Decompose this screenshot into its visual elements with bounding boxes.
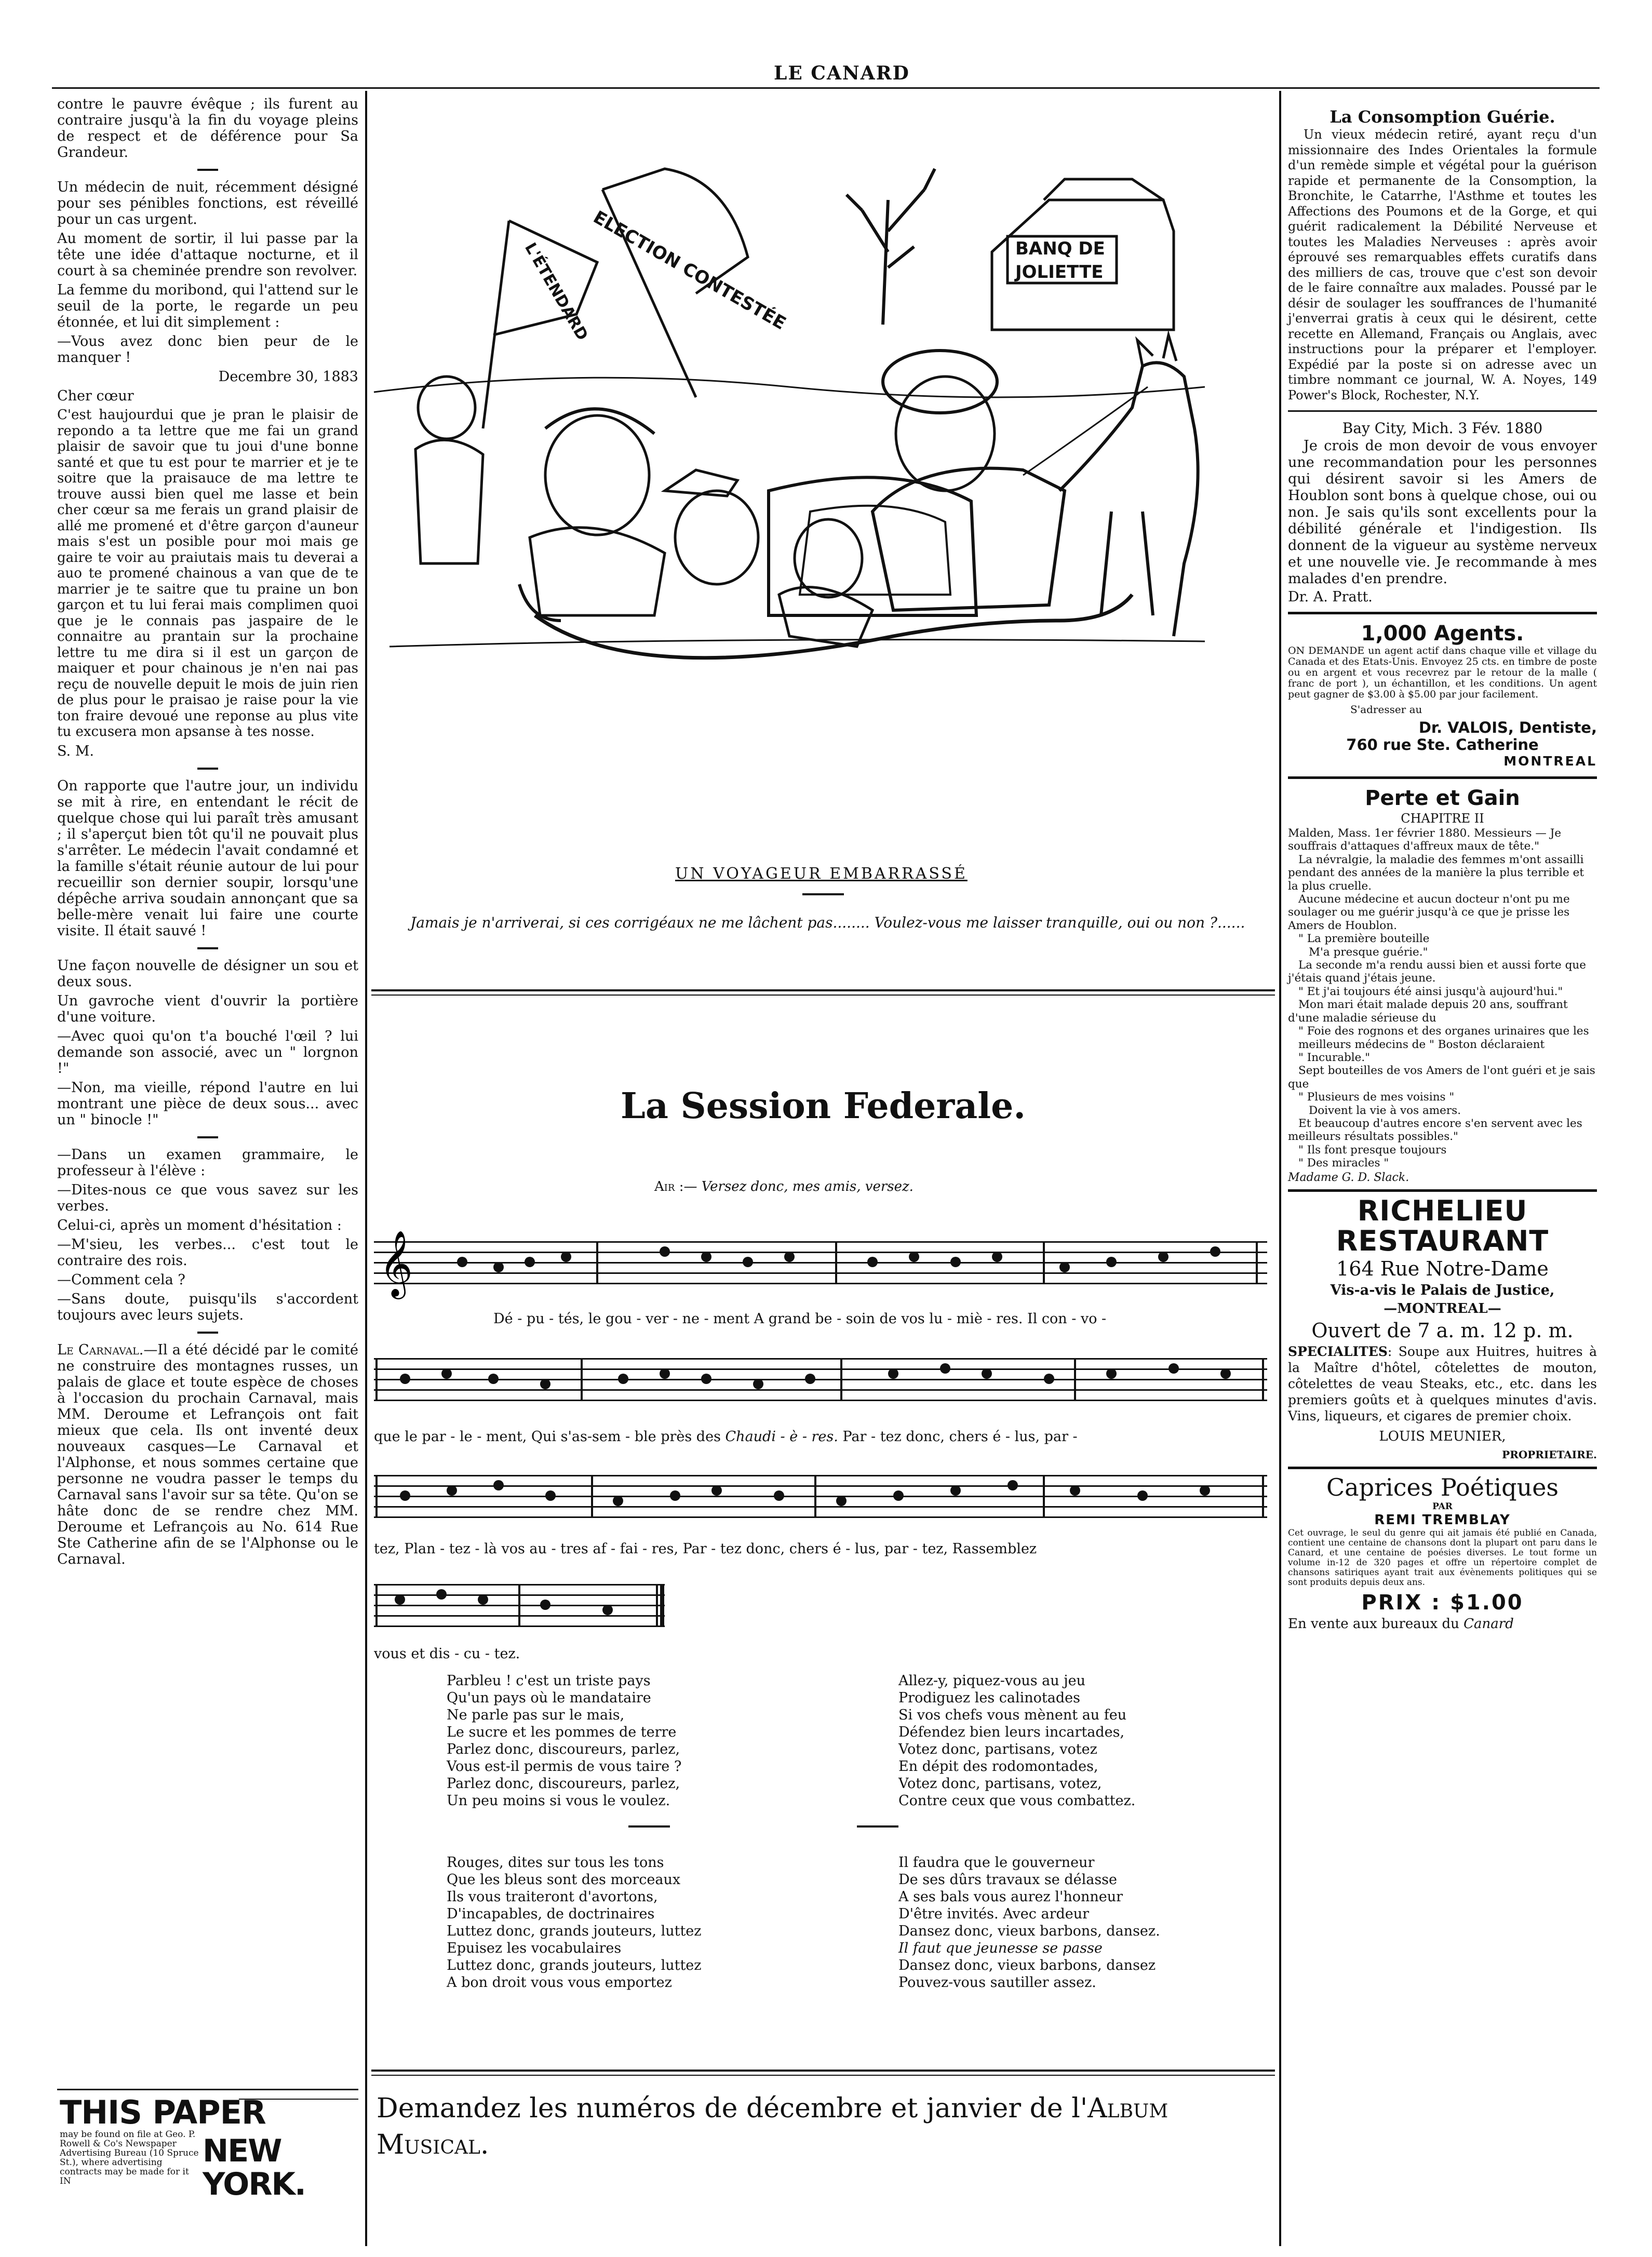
song-lyric-2: [374, 1429, 1267, 1445]
separator-rule: [1288, 410, 1597, 412]
left-para-1: contre le pauvre évêque ; ils furent au contraire jusqu'à la fin du voyage pleins de respect et de déférence pour Sa Grandeur.: [57, 96, 358, 160]
letter-sign: S. M.: [57, 743, 94, 759]
verse-line: Que les bleus sont des morceaux: [447, 1872, 681, 1888]
verse-line: D'incapables, de doctrinaires: [447, 1906, 655, 1922]
richelieu-spec-lead: SPECIALITES: [1288, 1344, 1388, 1359]
verse-line: Pouvez-vous sautiller assez.: [898, 1974, 1096, 1991]
verse-line: Il faut que jeunesse se passe: [898, 1940, 1103, 1956]
separator-dash: [197, 947, 218, 949]
ad-small-text: may be found on file at Geo. P. Rowell & Co's Newspaper Advertising Bureau (10 Spruce St.), where advertising contracts may be made for it IN: [60, 2129, 199, 2186]
agents-addr: S'adresser au: [1350, 703, 1422, 716]
verse-line: Parlez donc, discoureurs, parlez,: [447, 1776, 680, 1792]
right-column-divider: [1279, 91, 1281, 2246]
left-para-3: Au moment de sortir, il lui passe par la tête une idée d'attaque nocturne, et il court à sa cheminée prendre son revolver.: [57, 231, 358, 279]
left-para-16: —Sans doute, puisqu'ils s'accordent toujours avec leurs sujets.: [57, 1291, 358, 1323]
left-para-14: —M'sieu, les verbes... c'est tout le contraire des rois.: [57, 1236, 358, 1269]
staff-2-notes: [374, 1348, 1267, 1415]
verse-line: Le sucre et les pommes de terre: [447, 1724, 677, 1740]
lyric-2c: Par - tez donc, chers é - lus, par -: [838, 1429, 1078, 1445]
perte-line: " Des miracles ": [1298, 1157, 1389, 1170]
cartoon-illustration: [374, 96, 1272, 870]
lyric-2b: Chaudi - è - res.: [725, 1429, 838, 1445]
ad-small-text-right: [239, 2099, 358, 2131]
separator-rule: [1288, 612, 1597, 614]
caprices-price: PRIX : $1.00: [1361, 1590, 1524, 1615]
left-para-7: Une façon nouvelle de désigner un sou et deux sous.: [57, 957, 358, 990]
agents-name: Dr. VALOIS, Dentiste,: [1418, 719, 1597, 736]
perte-line: " Et j'ai toujours été ainsi jusqu'à aujourd'hui.": [1298, 985, 1563, 998]
perte-line: " Ils font presque toujours: [1298, 1143, 1447, 1157]
verse-3: [447, 1854, 702, 1991]
richelieu-hours: Ouvert de 7 a. m. 12 p. m.: [1311, 1319, 1574, 1342]
verse-line: Vous est-il permis de vous taire ?: [447, 1758, 682, 1775]
verse-line: De ses dûrs travaux se délasse: [898, 1872, 1118, 1888]
perte-line: Mon mari était malade depuis 20 ans, souffrant d'une maladie sérieuse du: [1288, 998, 1568, 1025]
song-title: La Session Federale.: [621, 1085, 1026, 1127]
carnaval-text: —Il a été décidé par le comité ne construire des montagnes russes, un palais de glace et toute espèce de choses à l'occasion du prochain Carnaval, mais MM. Deroume et Lefrançois ont fait mieux que cela. Ils ont inventé deux nouveaux casques—Le Carnaval et l'Alphonse, et nous sommes certaine que personne ne voudra passer le temps du Carnaval sans l'avoir sur sa tête. Qu'on se hâte donc de se rendre chez MM. Deroume et Lefrançois au No. 614 Rue Ste Catherine afin de se l'Alphonse ou le Carnaval.: [57, 1341, 358, 1567]
left-para-11: —Dans un examen grammaire, le professeur à l'élève :: [57, 1146, 358, 1179]
separator-dash: [197, 169, 218, 171]
verse-line: Luttez donc, grands jouteurs, luttez: [447, 1923, 702, 1939]
verse-dash: [857, 1825, 898, 1828]
perte-line: " La première bouteille: [1298, 932, 1430, 946]
bay-city-body: Je crois de mon devoir de vous envoyer une recommandation pour les personnes qui désirent savoir si les Amers de Houblon sont bons à quelque chose, oui ou non. Je sais qu'ils sont excellents pour la débilité générale et l'indigestion. Ils donnent de la vigueur au système nerveux et une nouvelle vie. Je recommande à mes malades d'en prendre.: [1288, 438, 1597, 587]
perte-line: " Foie des rognons et des organes urinaires que les meilleurs médecins de " Boston déclaraient: [1298, 1025, 1589, 1051]
lyric-2a: que le par - le - ment, Qui s'as-sem - ble près des: [374, 1429, 721, 1445]
verse-line: Dansez donc, vieux barbons, dansez.: [898, 1923, 1160, 1939]
verse-1: [447, 1672, 681, 1809]
banner-text: ELECTION CONTESTÉE: [589, 207, 790, 334]
perte-sign: Madame G. D. Slack.: [1288, 1171, 1409, 1184]
verse-line: Qu'un pays où le mandataire: [447, 1690, 651, 1706]
air-name: — Versez donc, mes amis, versez.: [683, 1179, 914, 1194]
music-staff-3: [374, 1475, 1267, 1522]
left-para-8: Un gavroche vient d'ouvrir la portière d'une voiture.: [57, 992, 358, 1025]
agents-body: ON DEMANDE un agent actif dans chaque ville et village du Canada et des Etats-Unis. Envoyez 25 cts. en timbre de poste ou en argent et vous recevrez par le retour de la malle ( franc de port ), un échantillon, et les conditions. Un agent peut gagner de $3.00 à $5.00 par jour facilement.: [1288, 645, 1597, 700]
perte-line: Malden, Mass. 1er février 1880. Messieurs — Je souffrais d'attaques d'affreux maux de tête.": [1288, 827, 1562, 853]
separator-rule: [1288, 1189, 1597, 1192]
left-para-5: —Vous avez donc bien peur de le manquer !: [57, 333, 358, 366]
left-para-9: —Avec quoi qu'on t'a bouché l'œil ? lui demande son associé, avec un " lorgnon !": [57, 1028, 358, 1077]
song-lyric-1: Dé - pu - tés, le gou - ver - ne - ment A grand be - soin de vos lu - miè - res. Il con - vo -: [493, 1311, 1107, 1327]
music-staff-2: [374, 1358, 1267, 1405]
cartoon-svg: [374, 96, 1272, 870]
verse-line: A bon droit vous vous emportez: [447, 1974, 672, 1991]
verse-line: D'être invités. Avec ardeur: [898, 1906, 1090, 1922]
richelieu-spec-text: : Soupe aux Huitres, huitres à la Maître d'hôtel, côtelettes de mouton, côtelettes de veau Steaks, etc., etc. dans les premiers goûts et à quelques minutes d'avis. Vins, liqueurs, et cigares de premier choix.: [1288, 1344, 1597, 1423]
ad-big-1: THIS PAPER: [60, 2093, 266, 2131]
verse-line: Un peu moins si vous le voulez.: [447, 1793, 670, 1809]
verse-line: Allez-y, piquez-vous au jeu: [898, 1673, 1085, 1689]
cartoon-bottom-rule-2: [371, 995, 1275, 996]
masthead-rule: [52, 87, 1600, 89]
verse-line: En dépit des rodomontades,: [898, 1758, 1098, 1775]
verse-line: Contre ceux que vous combattez.: [898, 1793, 1136, 1809]
left-para-13: Celui-ci, après un moment d'hésitation :: [57, 1217, 342, 1233]
letter-date: Decembre 30, 1883: [218, 369, 358, 385]
caprices-sale-italic: Canard: [1463, 1616, 1514, 1632]
verse-4: [898, 1854, 1160, 1991]
ad-top-rule: [57, 2089, 358, 2090]
album-ad-title: Album Musical.: [377, 2093, 1169, 2160]
verse-dash: [628, 1825, 670, 1828]
verse-line: Défendez bien leurs incartades,: [898, 1724, 1125, 1740]
ad-big-2: NEW YORK.: [203, 2133, 305, 2202]
verse-line: Votez donc, partisans, votez,: [898, 1776, 1102, 1792]
album-ad: [377, 2090, 1270, 2163]
left-column: [57, 96, 358, 1570]
staff-4-notes: [374, 1574, 665, 1641]
masthead: LE CANARD: [774, 62, 910, 84]
caprices-author: REMI TREMBLAY: [1374, 1512, 1511, 1528]
left-para-6: On rapporte que l'autre jour, un individu se mit à rire, en entendant le récit de quelque chose qui lui paraît très amusant ; il s'aperçut bien tôt qu'il ne pouvait plus s'arrêter. Le médecin l'avait condamné et la famille s'était réunie autour de lui pour recueillir son dernier soupir, lorsqu'une dépêche arriva soudain annonçant que sa belle-mère venait lui faire une courte visite. Il était sauvé !: [57, 777, 358, 939]
separator-rule: [1288, 1467, 1597, 1469]
richelieu-name-1: RICHELIEU: [1357, 1194, 1528, 1227]
left-para-10: —Non, ma vieille, répond l'autre en lui montrant une pièce de deux sous... avec un " binocle !": [57, 1079, 358, 1128]
perte-body: [1288, 827, 1597, 1170]
agents-street: 760 rue Ste. Catherine: [1346, 736, 1539, 754]
perte-line: Aucune médecine et aucun docteur n'ont pu me soulager ou me guérir jusqu'à ce que je prisse les Amers de Houblon.: [1288, 893, 1570, 932]
perte-line: " Incurable.": [1298, 1051, 1371, 1064]
air-label: Air :: [654, 1179, 684, 1194]
agents-city: MONTREAL: [1503, 754, 1597, 769]
music-staff-4: [374, 1584, 665, 1631]
bay-city-date: Bay City, Mich. 3 Fév. 1880: [1342, 420, 1543, 437]
verse-line: Parlez donc, discoureurs, parlez,: [447, 1741, 680, 1757]
richelieu-vis: Vis-a-vis le Palais de Justice,: [1330, 1282, 1555, 1298]
right-column: [1288, 106, 1597, 1632]
verse-line: A ses bals vous aurez l'honneur: [898, 1889, 1123, 1905]
verse-line: Parbleu ! c'est un triste pays: [447, 1673, 651, 1689]
richelieu-owner: LOUIS MEUNIER,: [1379, 1428, 1506, 1444]
song-lyric-3: tez, Plan - tez - là vos au - tres af - fai - res, Par - tez donc, chers é - lus, par - tez, Rassemblez: [374, 1541, 1037, 1557]
staff-3-notes: [374, 1465, 1267, 1532]
flag-text: L'ÉTENDARD: [521, 239, 592, 344]
perte-line: La seconde m'a rendu aussi bien et aussi forte que j'étais quand j'étais jeune.: [1288, 959, 1586, 985]
album-ad-text: Demandez les numéros de décembre et janvier de l': [377, 2093, 1088, 2124]
music-staff-1: [374, 1230, 1267, 1296]
richelieu-city: —MONTREAL—: [1384, 1300, 1501, 1316]
bank-sign-1: BANQ DE: [1015, 238, 1105, 259]
verse-line: Si vos chefs vous mènent au feu: [898, 1707, 1127, 1723]
left-para-4: La femme du moribond, qui l'attend sur le seuil de la porte, le regarde un peu étonnée, et lui dit simplement :: [57, 282, 358, 330]
album-top-rule-2: [371, 2075, 1275, 2076]
richelieu-name-2: RESTAURANT: [1336, 1224, 1549, 1257]
perte-line: Et beaucoup d'autres encore s'en servent avec les meilleurs résultats possibles.": [1288, 1117, 1582, 1144]
song-lyric-4: vous et dis - cu - tez.: [374, 1646, 520, 1662]
verse-line: Rouges, dites sur tous les tons: [447, 1855, 664, 1871]
left-para-2: Un médecin de nuit, récemment désigné pour ses pénibles fonctions, est réveillé pour un cas urgent.: [57, 179, 358, 227]
consomption-body: Un vieux médecin retiré, ayant reçu d'un missionnaire des Indes Orientales la formule d'un remède simple et végétal pour la guérison rapide et permanente de la Consomption, la Bronchite, le Catarrhe, l'Asthme et toutes les Affections des Poumons et de la Gorge, et qui guérit radicalement la Débilité Nerveuse et toutes les Maladies Nerveuses : après avoir éprouvé ses remarquables effets curatifs dans des milliers de cas, trouve que c'est son devoir de le faire connaître aux malades. Poussé par le désir de soulager les souffrances de l'humanité j'enverrai gratis à ceux qui le désirent, cette recette en Allemand, Français ou Anglais, avec instructions pour la préparer et l'employer. Expédié par la poste si on adresse avec un timbre nommant ce journal, W. A. Noyes, 149 Power's Block, Rochester, N.Y.: [1288, 127, 1597, 402]
letter-body: C'est haujourdui que je pran le plaisir de repondo a ta lettre que me fai un grand plaisir de savoir que tu joui d'une bonne santé et que tu est pour te marrier et je te soitre que la praisauce de ma lettre te trouve aussi bien quel me lasse et bein cher cœur sa me ferais un grand plaisir de allé me promené et d'être garçon d'auneur mais s'est un posible pour moi mais ge gaire te voir au praiutais mais tu deverai a auo te promené chainous a van que de te marrier je te saitre que tu praine un bon garçon et tu lui ferai mais complimen quoi que je le connais pas jaspaire de le connaitre au prantain sur la prochaine lettre tu me dira si il est un garçon de maiquer et pour chainous je n'en nai pas reçu de nouvelle depuit le mois de juin rien de plus pour le praisao je raise pour la vie ton fraire devoué une reponse au plus vite tu excusera mon apsanse à tes nosse.: [57, 407, 358, 740]
verse-line: Luttez donc, grands jouteurs, luttez: [447, 1957, 702, 1973]
caprices-sale: [1288, 1616, 1597, 1632]
letter-salute: Cher cœur: [57, 388, 134, 404]
separator-dash: [197, 768, 218, 770]
bay-city-sign: Dr. A. Pratt.: [1288, 589, 1373, 605]
album-top-rule-1: [371, 2070, 1275, 2072]
treble-clef-icon: 𝄞: [379, 1230, 413, 1296]
separator-rule: [1288, 776, 1597, 779]
verse-line: Votez donc, partisans, votez: [898, 1741, 1097, 1757]
left-column-divider: [365, 91, 367, 2246]
separator-dash: [197, 1332, 218, 1334]
caprices-par: PAR: [1432, 1501, 1453, 1512]
cartoon-quote: Jamais je n'arriverai, si ces corrigéaux ne me lâchent pas........ Voulez-vous me laisser tranquille, oui ou non ?......: [410, 914, 1245, 931]
separator-dash: [197, 1136, 218, 1138]
agents-title: 1,000 Agents.: [1361, 622, 1524, 646]
left-para-17: [57, 1342, 358, 1567]
caption-dash: [802, 893, 844, 895]
perte-line: La névralgie, la maladie des femmes m'ont assailli pendant des années de la manière la plus terrible et la plus cruelle.: [1288, 853, 1584, 893]
left-para-15: —Comment cela ?: [57, 1271, 185, 1288]
perte-title: Perte et Gain: [1365, 786, 1520, 810]
perte-chapter: CHAPITRE II: [1401, 811, 1484, 826]
caprices-sale-text: En vente aux bureaux du: [1288, 1616, 1459, 1632]
carnaval-lead: Le Carnaval.: [57, 1341, 144, 1358]
verse-line: Ne parle pas sur le mais,: [447, 1707, 625, 1723]
perte-line: Sept bouteilles de vos Amers de l'ont guéri et je sais que: [1288, 1064, 1595, 1091]
perte-line: M'a presque guérie.": [1309, 945, 1428, 959]
caprices-title: Caprices Poétiques: [1326, 1473, 1559, 1501]
consomption-title: La Consomption Guérie.: [1329, 107, 1555, 127]
richelieu-addr: 164 Rue Notre-Dame: [1336, 1257, 1549, 1280]
cartoon-caption: UN VOYAGEUR EMBARRASSÉ: [675, 865, 968, 883]
verse-2: [898, 1672, 1135, 1809]
song-air: [654, 1179, 914, 1194]
verse-line: Prodiguez les calinotades: [898, 1690, 1080, 1706]
richelieu-spec: [1288, 1344, 1597, 1424]
richelieu-prop: PROPRIETAIRE.: [1502, 1448, 1597, 1461]
this-paper-ad: [60, 2093, 361, 2202]
staff-1-notes: [374, 1231, 1267, 1298]
cartoon-bottom-rule-1: [371, 989, 1275, 991]
verse-line: Ils vous traiteront d'avortons,: [447, 1889, 658, 1905]
bank-sign-2: JOLIETTE: [1015, 262, 1104, 283]
perte-line: Doivent la vie à vos amers.: [1309, 1104, 1461, 1117]
verse-line: Epuisez les vocabulaires: [447, 1940, 622, 1956]
left-para-12: —Dites-nous ce que vous savez sur les verbes.: [57, 1181, 358, 1214]
perte-line: " Plusieurs de mes voisins ": [1298, 1091, 1455, 1104]
caprices-body: Cet ouvrage, le seul du genre qui ait jamais été publié en Canada, contient une centaine de chansons dont la plupart ont paru dans le Canard, et une centaine de poésies diverses. Le tout forme un volume in-12 de 320 pages et offre un répertoire complet de chansons satiriques ayant trait aux évènements politiques qui se sont produits depuis deux ans.: [1288, 1527, 1597, 1588]
verse-line: Il faudra que le gouverneur: [898, 1855, 1095, 1871]
verse-line: Dansez donc, vieux barbons, dansez: [898, 1957, 1156, 1973]
